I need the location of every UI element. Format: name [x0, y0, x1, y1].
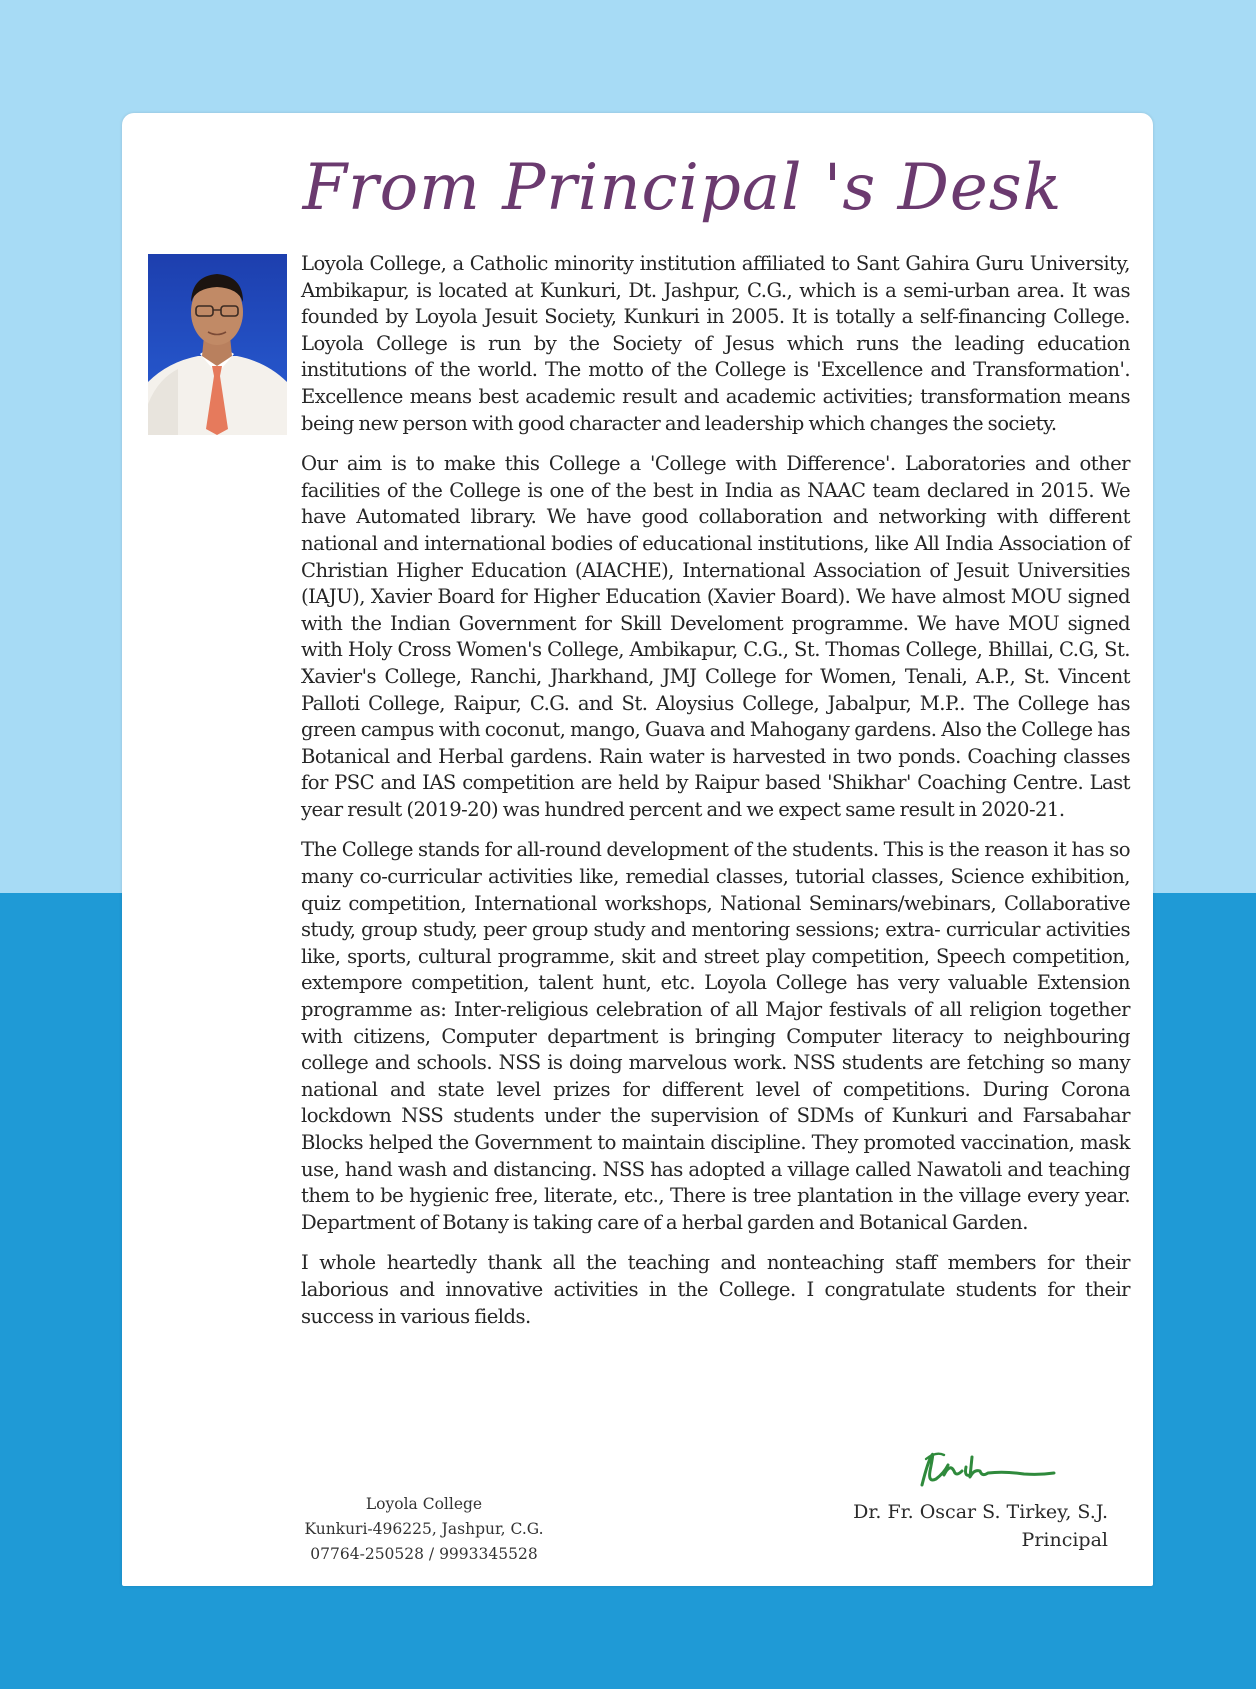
- paragraph-1: Loyola College, a Catholic minority institution affiliated to Sant Gahira Guru University, Ambikapur, is located at Kunkuri, Dt. Jashpur, C.G., which is a semi-urban area. It was founded by Loyola Jesuit Society, Kunkuri in 2005. It is totally a self-financing College. Loyola College is run by the Society of Jesus which runs the leading education institutions of the world. The motto of the College is 'Excellence and Transformation'. Excellence means best academic result and academic activities; transformation means being new person with good character and leadership which changes the society.: [301, 252, 1130, 435]
- address-line-name: Loyola College: [365, 1495, 483, 1513]
- page-title: From Principal 's Desk: [302, 151, 1063, 225]
- portrait-image: [148, 254, 287, 435]
- signatory-name: Dr. Fr. Oscar S. Tirkey, S.J.: [853, 1501, 1108, 1523]
- college-address: [293, 1492, 555, 1567]
- signature-image: [914, 1441, 1064, 1501]
- signatory-block: [853, 1498, 1108, 1554]
- principal-photo: [148, 254, 287, 435]
- paragraph-4: I whole heartedly thank all the teaching and nonteaching staff members for their laborious and innovative activities in the College. I congratulate students for their success in various fields.: [301, 1251, 1130, 1328]
- paragraph-2: Our aim is to make this College a 'College with Difference'. Laboratories and other facilities of the College is one of the best in India as NAAC team declared in 2015. We have Automated library. We have good collaboration and networking with different national and international bodies of educational institutions, like All India Association of Christian Higher Education (AIACHE), International Association of Jesuit Universities (IAJU), Xavier Board for Higher Education (Xavier Board). We have almost MOU signed with the Indian Government for Skill Develoment programme. We have MOU signed with Holy Cross Women's College, Ambikapur, C.G., St. Thomas College, Bhillai, C.G, St. Xavier's College, Ranchi, Jharkhand, JMJ College for Women, Tenali, A.P., St. Vincent Palloti College, Raipur, C.G. and St. Aloysius College, Jabalpur, M.P.. The College has green campus with coconut, mango, Guava and Mahogany gardens. Also the College has Botanical and Herbal gardens. Rain water is harvested in two ponds. Coaching classes for PSC and IAS competition are held by Raipur based 'Shikhar' Coaching Centre. Last year result (2019-20) was hundred percent and we expect same result in 2020-21.: [301, 452, 1130, 821]
- message-body: [301, 251, 1130, 1344]
- signatory-designation: Principal: [1021, 1529, 1108, 1551]
- paragraph-3: The College stands for all-round development of the students. This is the reason it has so many co-curricular activities like, remedial classes, tutorial classes, Science exhibition, quiz competition, International workshops, National Seminars/webinars, Collaborative study, group study, peer group study and mentoring sessions; extra- curricular activities like, sports, cultural programme, skit and street play competition, Speech competition, extempore competition, talent hunt, etc. Loyola College has very valuable Extension programme as: Inter-religious celebration of all Major festivals of all religion together with citizens, Computer department is bringing Computer literacy to neighbouring college and schools. NSS is doing marvelous work. NSS students are fetching so many national and state level prizes for different level of competitions. During Corona lockdown NSS students under the supervision of SDMs of Kunkuri and Farsabahar Blocks helped the Government to maintain discipline. They promoted vaccination, mask use, hand wash and distancing. NSS has adopted a village called Nawatoli and teaching them to be hygienic free, literate, etc., There is tree plantation in the village every year. Department of Botany is taking care of a herbal garden and Botanical Garden.: [301, 838, 1130, 1234]
- content-card: [122, 113, 1153, 1586]
- address-line-phone: 07764-250528 / 9993345528: [310, 1545, 538, 1563]
- address-line-location: Kunkuri-496225, Jashpur, C.G.: [304, 1520, 544, 1538]
